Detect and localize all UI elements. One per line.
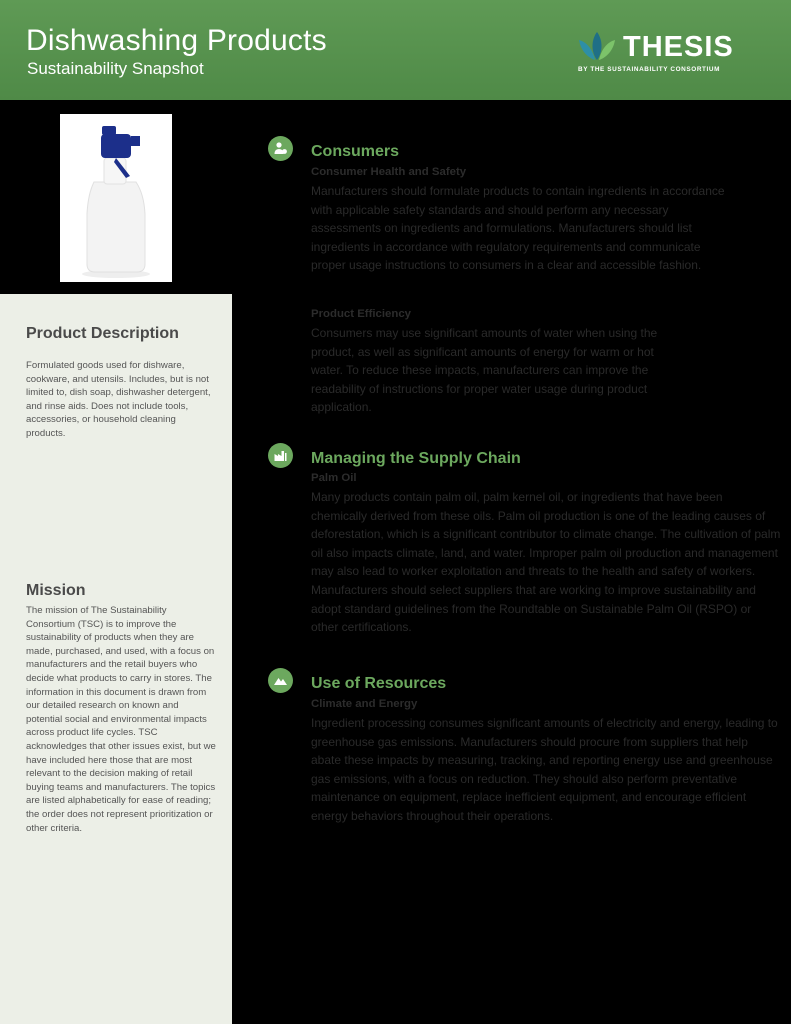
section-consumers bbox=[268, 136, 748, 426]
mission-text: The mission of The Sustainability Consortium (TSC) is to improve the sustainability of products when they are made, purchased, and used, with a focus on manufacturers and the retail buyers who decide what products to carry in stores. The information in this document is drawn from our detailed research on known and potential social and environmental impacts across product life cycles. TSC acknowledges that other issues exist, but we have included here those that are most relevant to the decision making of retail buying teams and manufacturers. The topics are listed alphabetically for ease of reading; the order does not represent prioritization or other criteria. bbox=[26, 605, 216, 834]
factory-icon bbox=[268, 443, 293, 468]
page-title: Dishwashing Products bbox=[26, 24, 327, 57]
consumer-icon bbox=[268, 136, 293, 161]
subsection-text: Consumers may use significant amounts of water when using the product, as well as significant amounts of energy for warm or hot water. To reduce these impacts, manufacturers can improve the readability of instructions for proper water usage during product application. bbox=[311, 326, 658, 415]
subsection-heading: Palm Oil bbox=[311, 472, 357, 484]
subsection-text: Ingredient processing consumes significant amounts of electricity and energy, leading to greenhouse gas emissions. Manufacturers should procure from suppliers that help abate these impacts by measuring, tracking, and reporting energy use and greenhouse gas emissions, with a focus on reduction. They should also perform preventative maintenance on equipment, replace inefficient equipment, and encourage efficient energy behaviors throughout their operations. bbox=[311, 716, 778, 823]
subsection-text: Many products contain palm oil, palm kernel oil, or ingredients that have been chemically derived from these oils. Palm oil production is one of the leading causes of deforestation, which is a significant contributor to climate change. The cultivation of palm oil also impacts climate, land, and water. Improper palm oil production and management may also lead to worker exploitation and threats to the health and safety of workers. Manufacturers should select suppliers that are working to improve sustainability and adopt standard guidelines from the Roundtable on Sustainable Palm Oil (RSPO) or other certifications. bbox=[311, 490, 781, 635]
thesis-logo bbox=[575, 28, 755, 76]
section-use-of-resources bbox=[268, 668, 778, 848]
mission-heading: Mission bbox=[26, 582, 86, 599]
mountain-icon bbox=[268, 668, 293, 693]
logo-wordmark: THESIS bbox=[623, 31, 734, 63]
subsection-heading: Climate and Energy bbox=[311, 698, 418, 710]
section-title: Consumers bbox=[311, 143, 400, 160]
leaf-logo-icon bbox=[575, 30, 619, 62]
section-supply-chain bbox=[268, 443, 781, 658]
product-description-heading: Product Description bbox=[26, 325, 179, 342]
logo-tagline: BY THE SUSTAINABILITY CONSORTIUM bbox=[578, 66, 721, 73]
product-image bbox=[60, 114, 172, 282]
page-header bbox=[0, 0, 791, 100]
spray-bottle-icon bbox=[60, 114, 172, 282]
sidebar bbox=[0, 294, 232, 1024]
page-subtitle: Sustainability Snapshot bbox=[27, 59, 204, 78]
product-description-text: Formulated goods used for dishware, cookware, and utensils. Includes, but is not limited to, dish soap, dishwasher detergent, and rinse aids. Does not include tools, accessories, or household cleaning products. bbox=[26, 360, 211, 439]
subsection-heading: Product Efficiency bbox=[311, 308, 412, 320]
section-title: Managing the Supply Chain bbox=[311, 450, 521, 467]
subsection-text: Manufacturers should formulate products to contain ingredients in accordance with applicable safety standards and should perform any necessary assessments on ingredients and formulations. Manufacturers should list ingredients in accordance with regulatory requirements and communicate proper usage instructions to consumers in a clear and accessible fashion. bbox=[311, 184, 725, 273]
subsection-heading: Consumer Health and Safety bbox=[311, 166, 467, 178]
section-title: Use of Resources bbox=[311, 675, 447, 692]
